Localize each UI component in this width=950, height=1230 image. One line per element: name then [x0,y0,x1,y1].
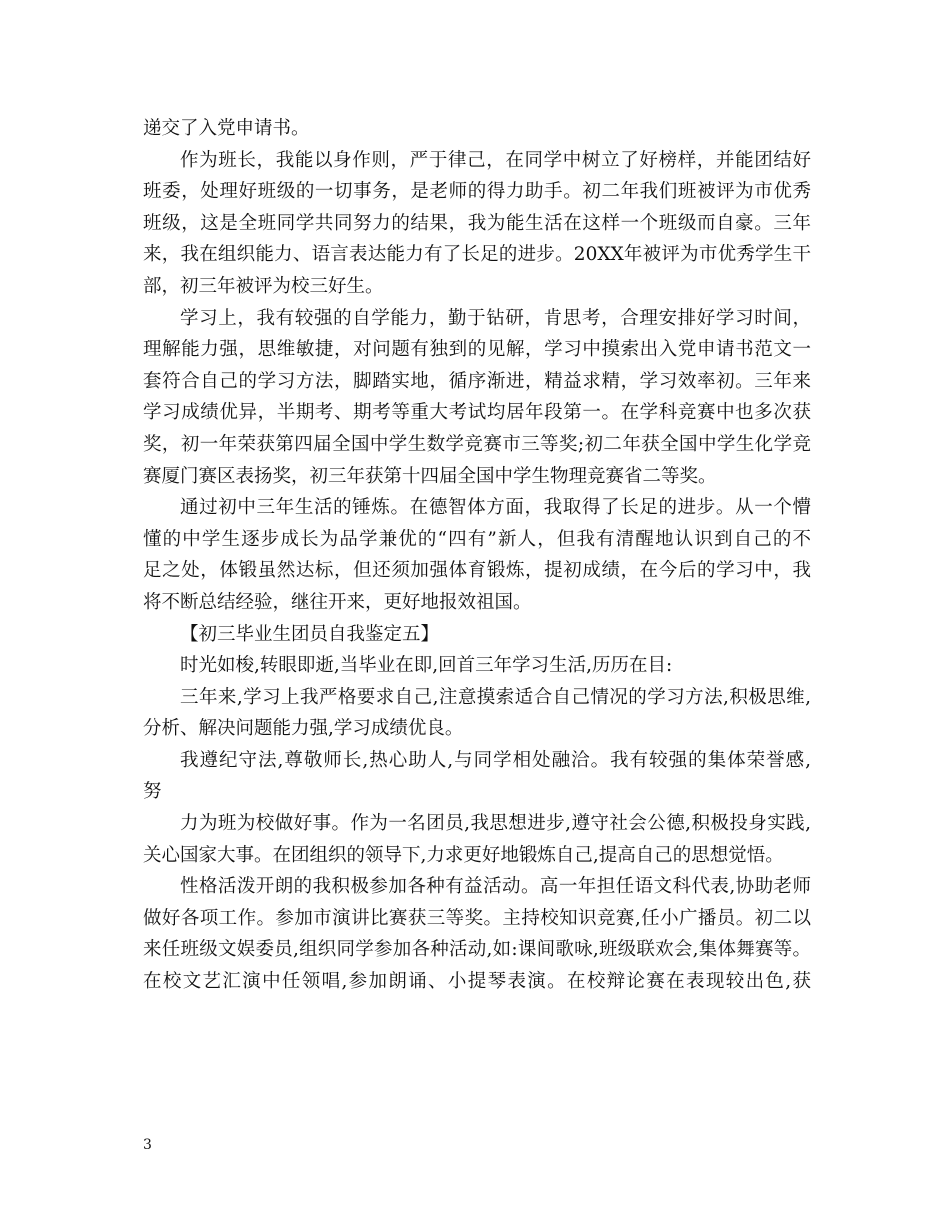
text-line: 足之处，体锻虽然达标，但还须加强体育锻炼，提初成绩，在今后的学习中，我 [143,560,811,582]
text-line: 时光如梭,转眼即逝,当毕业在即,回首三年学习生活,历历在目: [180,655,673,677]
text-line: 将不断总结经验，继往开来，更好地报效祖国。 [143,591,532,613]
document-body [143,113,811,998]
text-line: 努 [143,781,162,803]
text-line: 赛厦门赛区表扬奖，初三年获第十四届全国中学生物理竞赛省二等奖。 [143,465,717,487]
text-line: 奖，初一年荣获第四届全国中学生数学竞赛市三等奖;初二年获全国中学生化学竞 [143,433,811,455]
text-line: 性格活泼开朗的我积极参加各种有益活动。高一年担任语文科代表,协助老师 [180,876,811,898]
text-line: 三年来,学习上我严格要求自己,注意摸索适合自己情况的学习方法,积极思维, [180,686,811,708]
text-line: 作为班长，我能以身作则，严于律己，在同学中树立了好榜样，并能团结好 [180,149,811,171]
text-line: 学习上，我有较强的自学能力，勤于钻研，肯思考，合理安排好学习时间， [180,307,811,329]
page-number: 3 [143,1137,152,1153]
text-line: 来，我在组织能力、语言表达能力有了长足的进步。20XX年被评为市优秀学生干 [143,244,811,266]
text-line: 分析、解决问题能力强,学习成绩优良。 [143,718,464,740]
text-line: 在校文艺汇演中任领唱,参加朗诵、小提琴表演。在校辩论赛在表现较出色,获 [143,971,811,993]
text-line: 递交了入党申请书。 [143,118,310,139]
text-line: 力为班为校做好事。作为一名团员,我思想进步,遵守社会公德,积极投身实践, [180,813,811,835]
text-line: 来任班级文娱委员,组织同学参加各种活动,如:课间歌咏,班级联欢会,集体舞赛等。 [143,939,811,961]
text-line: 理解能力强，思维敏捷，对问题有独到的见解，学习中摸索出入党申请书范文一 [143,339,811,361]
text-line: 班委，处理好班级的一切事务，是老师的得力助手。初二年我们班被评为市优秀 [143,181,811,203]
section-heading: 【初三毕业生团员自我鉴定五】 [180,623,440,645]
text-line: 部，初三年被评为校三好生。 [143,275,384,297]
text-line: 通过初中三年生活的锤炼。在德智体方面，我取得了长足的进步。从一个懵 [180,497,811,519]
text-line: 我遵纪守法,尊敬师长,热心助人,与同学相处融洽。我有较强的集体荣誉感, [180,749,811,771]
text-line: 学习成绩优异，半期考、期考等重大考试均居年段第一。在学科竞赛中也多次获 [143,402,811,424]
text-line: 懂的中学生逐步成长为品学兼优的“四有”新人，但我有清醒地认识到自己的不 [143,528,811,550]
text-line: 班级，这是全班同学共同努力的结果，我为能生活在这样一个班级而自豪。三年 [143,212,811,234]
text-line: 套符合自己的学习方法，脚踏实地，循序渐进，精益求精，学习效率初。三年来 [143,370,811,392]
text-line: 做好各项工作。参加市演讲比赛获三等奖。主持校知识竞赛,任小广播员。初二以 [143,907,811,929]
text-line: 关心国家大事。在团组织的领导下,力求更好地锻炼自己,提高自己的思想觉悟。 [143,844,784,866]
